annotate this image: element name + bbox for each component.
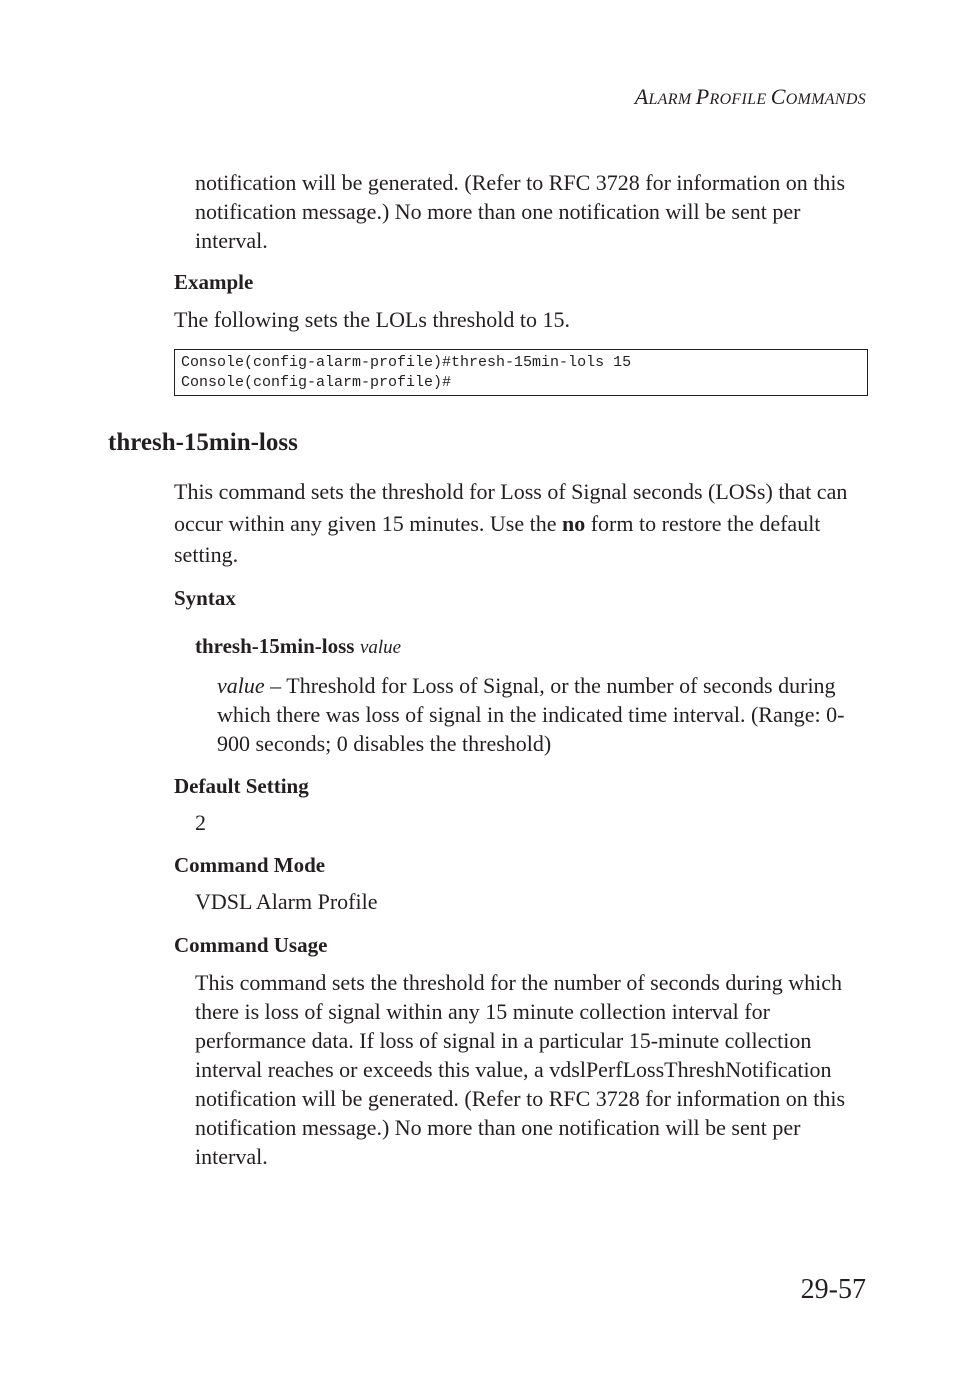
syntax-command: thresh-15min-loss <box>195 634 355 658</box>
example-label: Example <box>174 270 254 294</box>
syntax-line <box>195 631 401 662</box>
running-header <box>635 84 866 110</box>
description-text: This command sets the threshold for Loss of Signal seconds (LOSs) that can occur within any given 15 minutes. Use the <box>174 479 848 536</box>
code-line: Console(config-alarm-profile)# <box>181 374 452 391</box>
command-usage-label: Command Usage <box>174 933 328 957</box>
default-setting-label: Default Setting <box>174 774 309 798</box>
param-text: – Threshold for Loss of Signal, or the number of seconds during which there was loss of signal in the indicated time interval. (Range: 0-900 seconds; 0 disables the threshold) <box>217 673 845 756</box>
example-text: The following sets the LOLs threshold to 15. <box>174 307 570 332</box>
page-number: 29-57 <box>800 1274 866 1305</box>
command-mode-value: VDSL Alarm Profile <box>195 889 378 914</box>
header-initial-3: C <box>770 84 786 109</box>
command-usage-text: This command sets the threshold for the number of seconds during which there is loss of signal within any 15 minute collection interval for performance data. If loss of signal in a particular 15-minute collection interval reaches or exceeds this value, a vdslPerfLossThreshNotification notification will be generated. (Refer to RFC 3728 for information on this notification message.) No more than one notification will be sent per interval. <box>195 970 846 1169</box>
header-rest-1: LARM <box>648 91 696 108</box>
section-title: thresh-15min-loss <box>108 429 298 456</box>
description-text: form to restore the default setting. <box>174 510 821 567</box>
section-description <box>174 476 868 571</box>
default-setting-value: 2 <box>195 810 206 835</box>
header-rest-2: ROFILE <box>709 91 771 108</box>
syntax-param: value <box>359 637 402 658</box>
intro-paragraph: notification will be generated. (Refer to RFC 3728 for information on this notification message.) No more than one notification will be sent per interval. <box>195 170 846 253</box>
command-mode-label: Command Mode <box>174 853 326 877</box>
header-rest-3: OMMANDS <box>785 91 866 108</box>
code-line: Console(config-alarm-profile)#thresh-15min-lols 15 <box>181 354 632 371</box>
code-example <box>174 349 868 396</box>
header-initial-2: P <box>695 84 710 109</box>
syntax-label: Syntax <box>174 586 236 610</box>
description-keyword: no <box>561 510 586 536</box>
param-name: value <box>217 673 265 698</box>
param-description <box>217 671 867 758</box>
header-initial-1: A <box>634 84 649 109</box>
